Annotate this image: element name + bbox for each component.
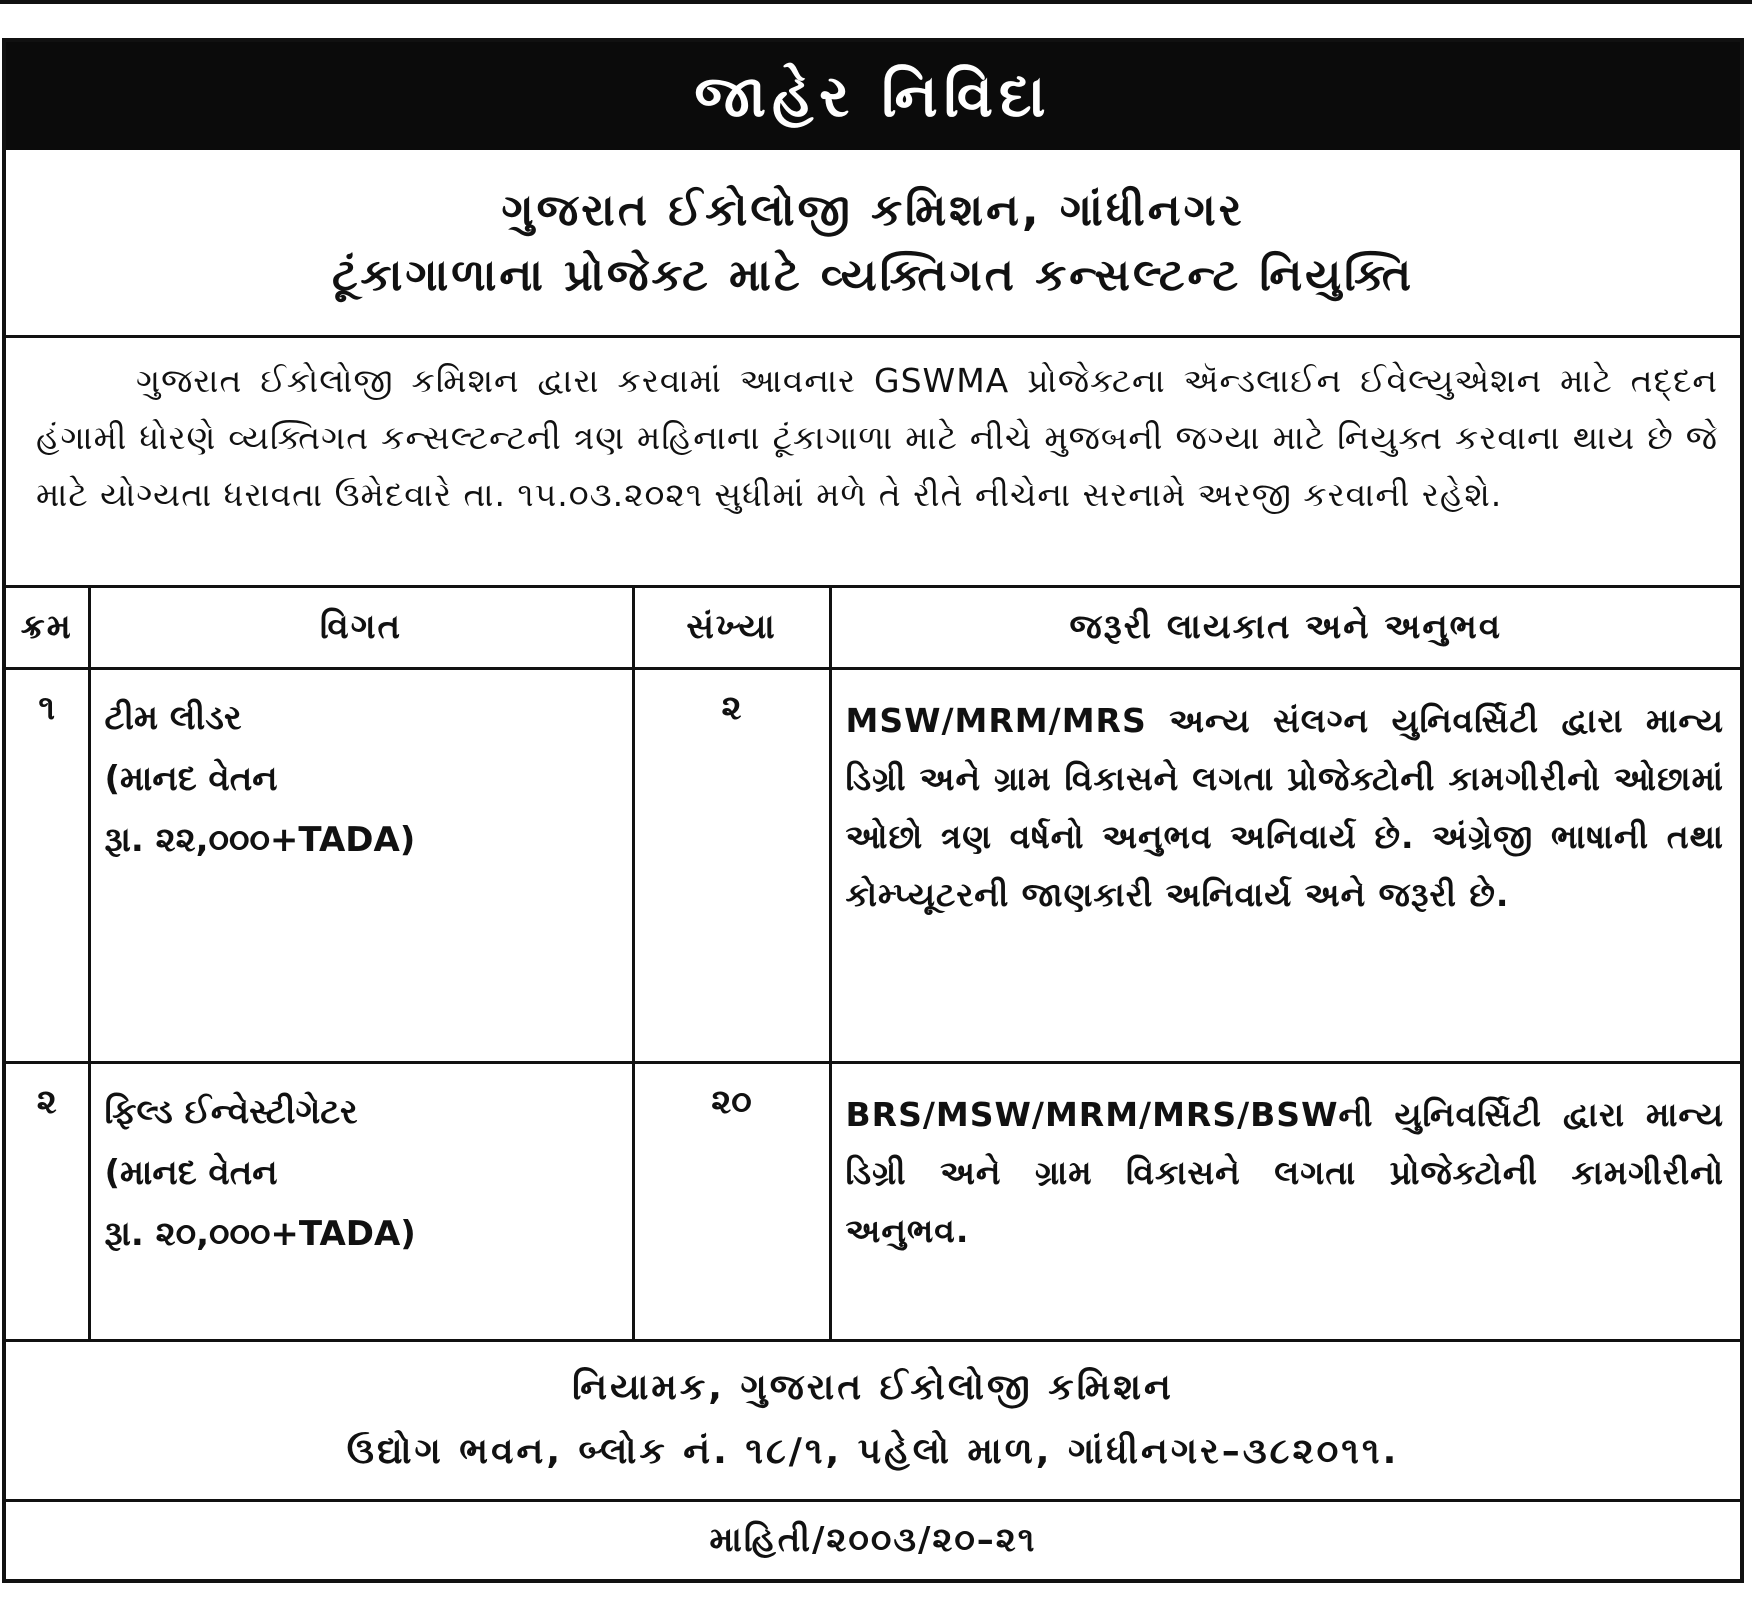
notice-title: જાહેર નિવિદા — [6, 42, 1740, 150]
posts-table — [6, 588, 1740, 1342]
contact-address — [6, 1342, 1740, 1502]
header-count: સંખ્યા — [633, 588, 830, 668]
post-name: ફિલ્ડ ઈન્વેસ્ટીગેટર — [104, 1091, 358, 1132]
header-serial: ક્રમ — [6, 588, 89, 668]
header-qualification: જરૂરી લાયકાત અને અનુભવ — [830, 588, 1740, 668]
post-name: ટીમ લીડર — [104, 697, 242, 738]
top-rule — [0, 0, 1752, 4]
address-location: ઉદ્યોગ ભવન, બ્લોક નં. ૧૮/૧, પહેલો માળ, ગાંધીનગર–૩૮૨૦૧૧. — [346, 1431, 1400, 1472]
serial-number: ૨ — [6, 1062, 89, 1340]
intro-paragraph: ગુજરાત ઈકોલોજી કમિશન દ્વારા કરવામાં આવનાર GSWMA પ્રોજેક્ટના ઍન્ડલાઈન ઈવેલ્યુએશન માટે તદ્દન હંગામી ધોરણે વ્યક્તિગત કન્સલ્ટન્ટની ત્રણ મહિનાના ટૂંકાગાળા માટે નીચે મુજબની જગ્યા માટે નિયુક્ત કરવાના થાય છે જે માટે યોગ્યતા ધરાવતા ઉમેદવારે તા. ૧૫.૦૩.૨૦૨૧ સુધીમાં મળે તે રીતે નીચેના સરનામે અરજી કરવાની રહેશે. — [6, 338, 1740, 588]
table-header-row — [6, 588, 1740, 668]
serial-number: ૧ — [6, 668, 89, 1062]
qualification-text: BRS/MSW/MRM/MRS/BSWની યુનિવર્સિટી દ્વારા માન્ય ડિગ્રી અને ગ્રામ વિકાસને લગતા પ્રોજેક્ટોની કામગીરીનો અનુભવ. — [830, 1062, 1740, 1340]
honorarium-amount: રૂા. ૨૨,૦૦૦+TADA) — [104, 819, 416, 860]
address-authority: નિયામક, ગુજરાત ઈકોલોજી કમિશન — [572, 1367, 1174, 1408]
header-detail: વિગત — [89, 588, 633, 668]
post-count: ૨ — [633, 668, 830, 1062]
honorarium-amount: રૂા. ૨૦,૦૦૦+TADA) — [104, 1213, 416, 1254]
notice-subject: ટૂંકાગાળાના પ્રોજેક્ટ માટે વ્યક્તિગત કન્સલ્ટન્ટ નિયુક્તિ — [331, 249, 1415, 301]
post-detail — [89, 668, 633, 1062]
organization-name: ગુજરાત ઈકોલોજી કમિશન, ગાંધીનગર — [501, 184, 1245, 236]
tender-notice — [2, 38, 1744, 1583]
table-row — [6, 668, 1740, 1062]
post-count: ૨૦ — [633, 1062, 830, 1340]
post-detail — [89, 1062, 633, 1340]
table-row — [6, 1062, 1740, 1340]
honorarium-label: (માનદ વેતન — [104, 1152, 278, 1193]
reference-number: માહિતી/૨૦૦૩/૨૦–૨૧ — [709, 1520, 1037, 1561]
honorarium-label: (માનદ વેતન — [104, 758, 278, 799]
qualification-text: MSW/MRM/MRS અન્ય સંલગ્ન યુનિવર્સિટી દ્વારા માન્ય ડિગ્રી અને ગ્રામ વિકાસને લગતા પ્રોજેક્ટોની કામગીરીનો ઓછામાં ઓછો ત્રણ વર્ષનો અનુભવ અનિવાર્ય છે. અંગ્રેજી ભાષાની તથા કોમ્પ્યૂટરની જાણકારી અનિવાર્ય અને જરૂરી છે. — [830, 668, 1740, 1062]
notice-header — [6, 150, 1740, 338]
